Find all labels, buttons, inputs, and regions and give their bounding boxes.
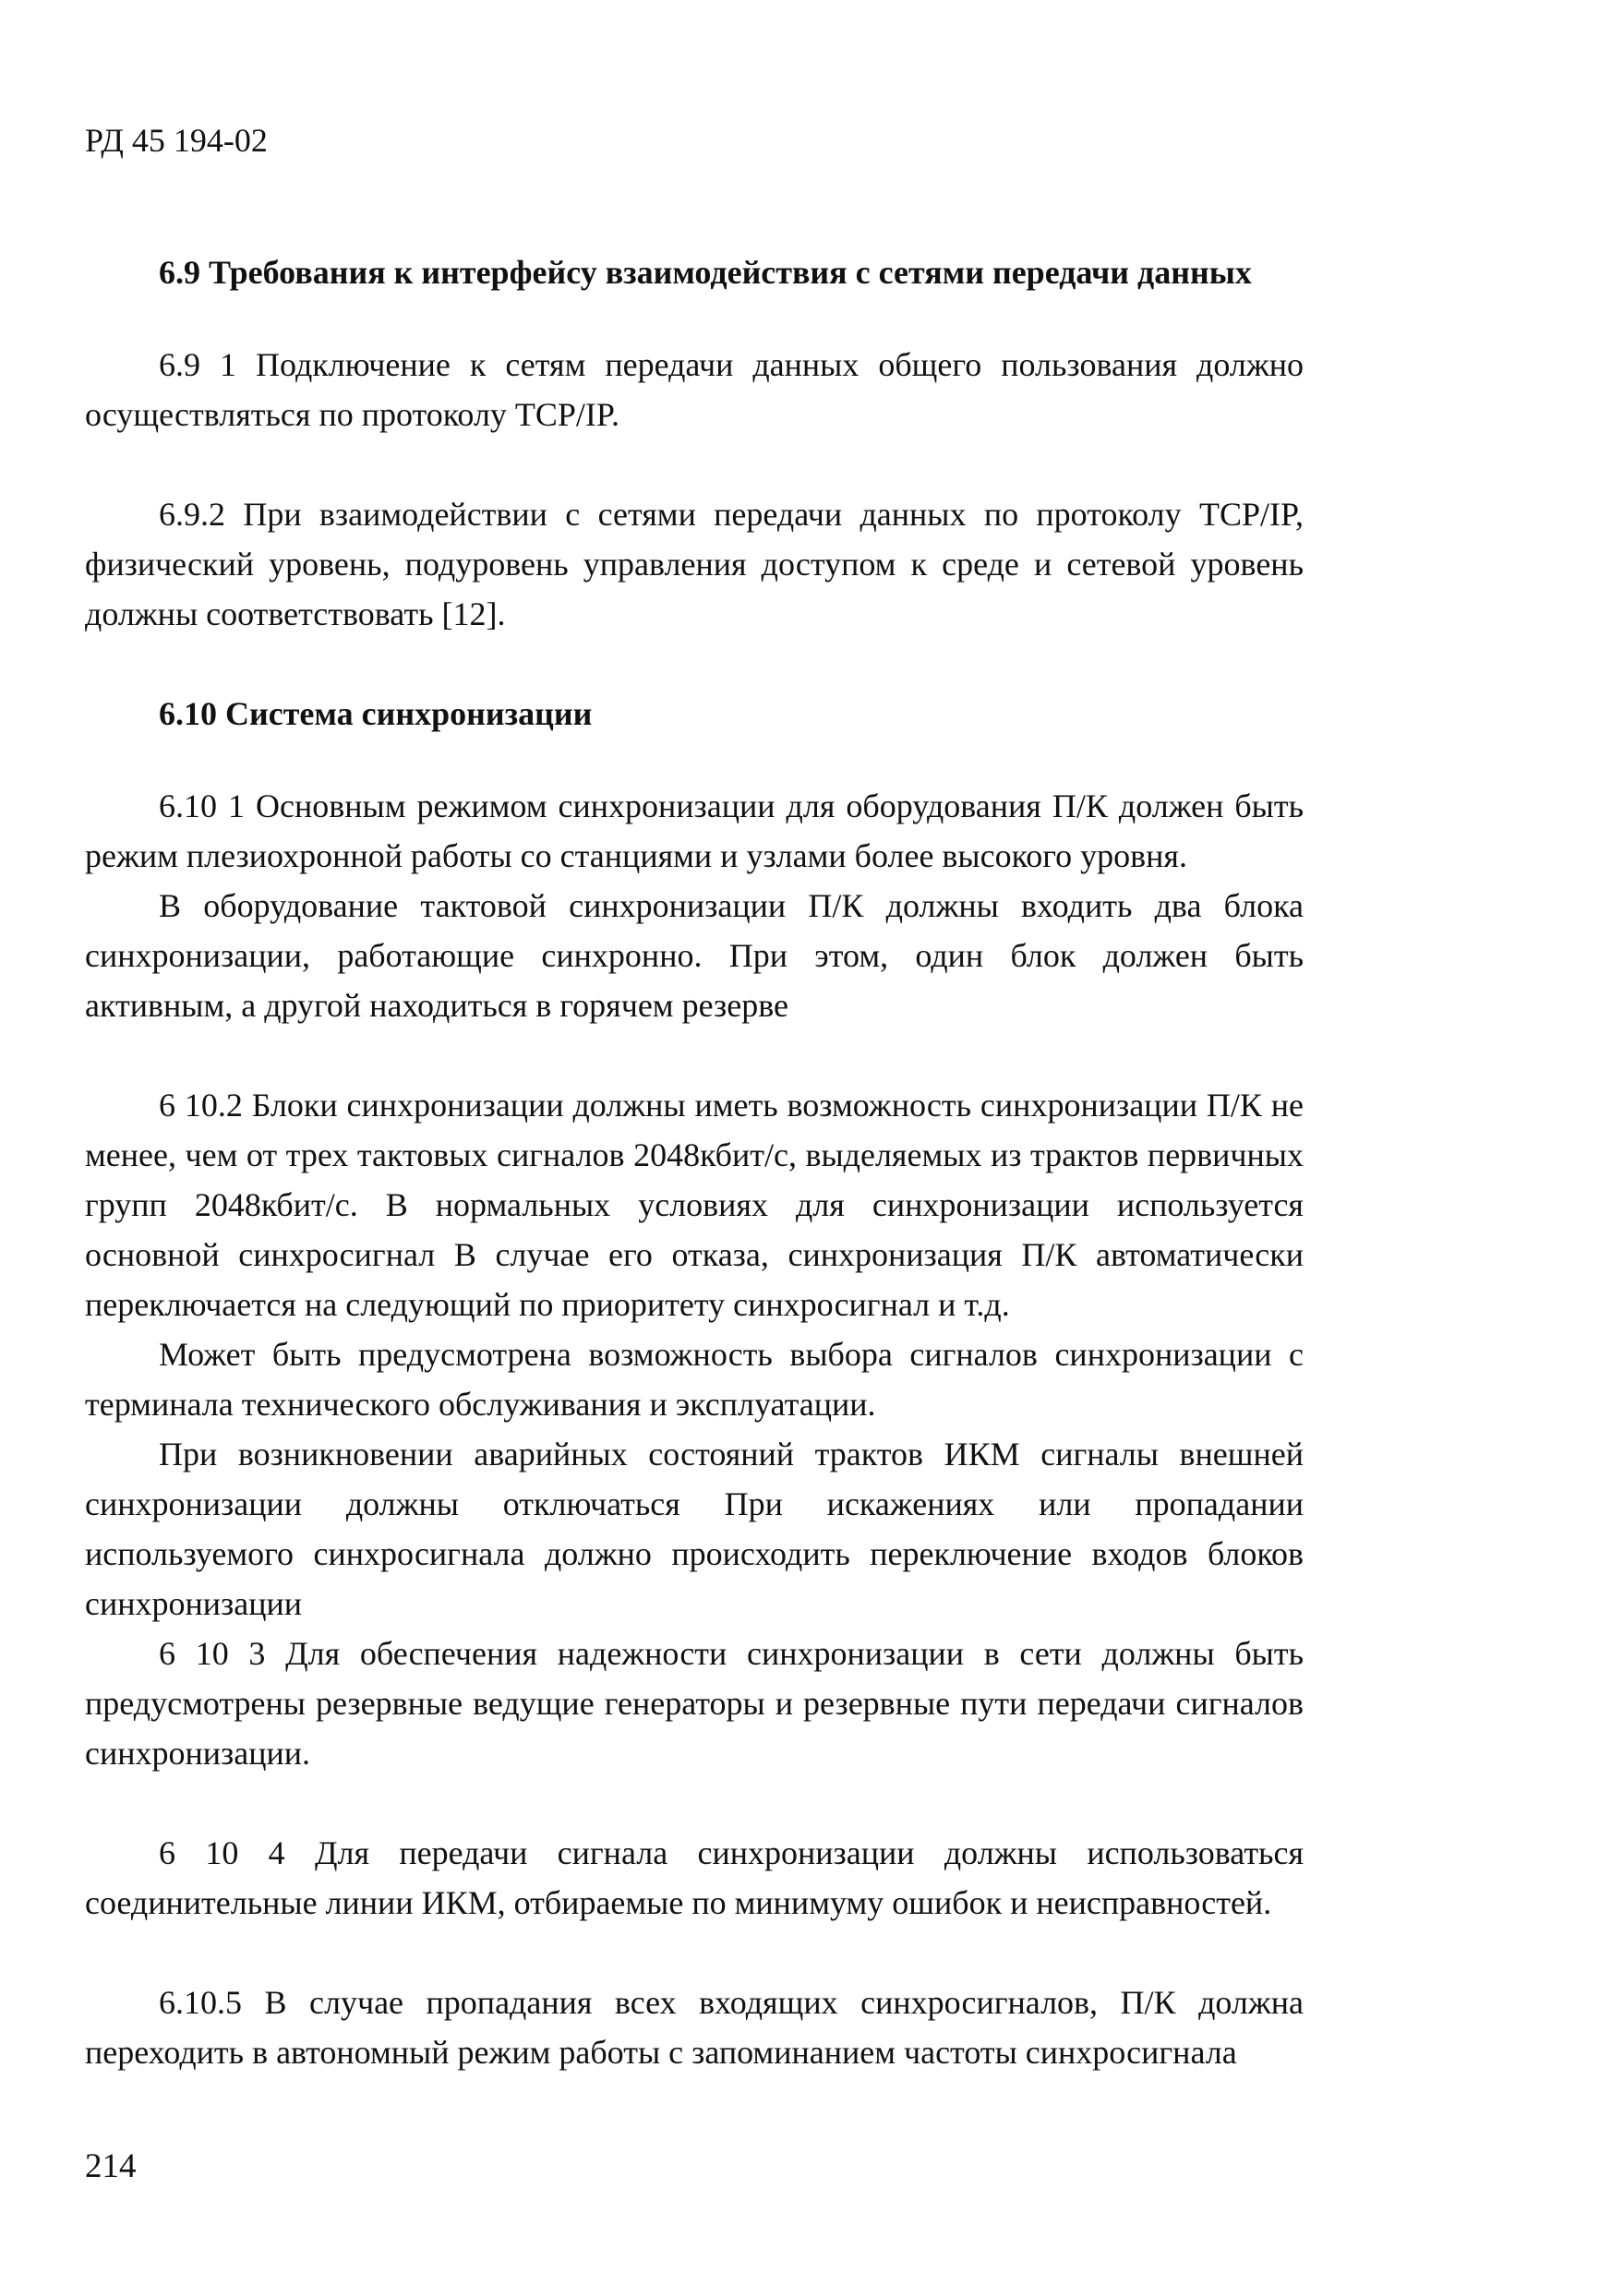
- paragraph-6-9-1: 6.9 1 Подключение к сетям передачи данных общего пользования должно осуществляться по протоколу TCP/IP.: [85, 346, 1304, 433]
- paragraph-6-10-2-alarm: При возникновении аварийных состояний трактов ИКМ сигналы внешней синхронизации должны отключаться При искажениях или пропадании используемого синхросигнала должно происходить переключение входов блоков синхронизации: [85, 1436, 1304, 1622]
- paragraph-6-10-4: 6 10 4 Для передачи сигнала синхронизации должны использоваться соединительные линии ИКМ, отбираемые по минимуму ошибок и неисправностей.: [85, 1834, 1304, 1921]
- paragraph-6-10-2: 6 10.2 Блоки синхронизации должны иметь возможность синхронизации П/К не менее, чем от трех тактовых сигналов 2048кбит/с, выделяемых из трактов первичных групп 2048кбит/с. В нормальных условиях для синхронизации используется основной синхросигнал В случае его отказа, синхронизация П/К автоматически переключается на следующий по приоритету синхросигнал и т.д.: [85, 1087, 1304, 1323]
- heading-6-9: 6.9 Требования к интерфейсу взаимодействия с сетями передачи данных: [159, 254, 1252, 291]
- paragraph-6-10-2-terminal: Может быть предусмотрена возможность выбора сигналов синхронизации с терминала технического обслуживания и эксплуатации.: [85, 1336, 1304, 1423]
- page-number: 214: [85, 2147, 137, 2185]
- paragraph-6-10-3: 6 10 3 Для обеспечения надежности синхронизации в сети должны быть предусмотрены резервные ведущие генераторы и резервные пути передачи сигналов синхронизации.: [85, 1635, 1304, 1772]
- paragraph-6-10-1: 6.10 1 Основным режимом синхронизации для оборудования П/К должен быть режим плезиохронной работы со станциями и узлами более высокого уровня.: [85, 787, 1304, 874]
- paragraph-6-10-5: 6.10.5 В случае пропадания всех входящих синхросигналов, П/К должна переходить в автономный режим работы с запоминанием частоты синхросигнала: [85, 1984, 1304, 2071]
- paragraph-6-9-2: 6.9.2 При взаимодействии с сетями передачи данных по протоколу TCP/IP, физический уровень, подуровень управления доступом к среде и сетевой уровень должны соответствовать [12].: [85, 496, 1304, 632]
- heading-6-10: 6.10 Система синхронизации: [159, 695, 593, 732]
- paragraph-6-10-1-continued: В оборудование тактовой синхронизации П/К должны входить два блока синхронизации, работающие синхронно. При этом, один блок должен быть активным, а другой находиться в горячем резерве: [85, 887, 1304, 1024]
- document-code: РД 45 194-02: [85, 122, 268, 159]
